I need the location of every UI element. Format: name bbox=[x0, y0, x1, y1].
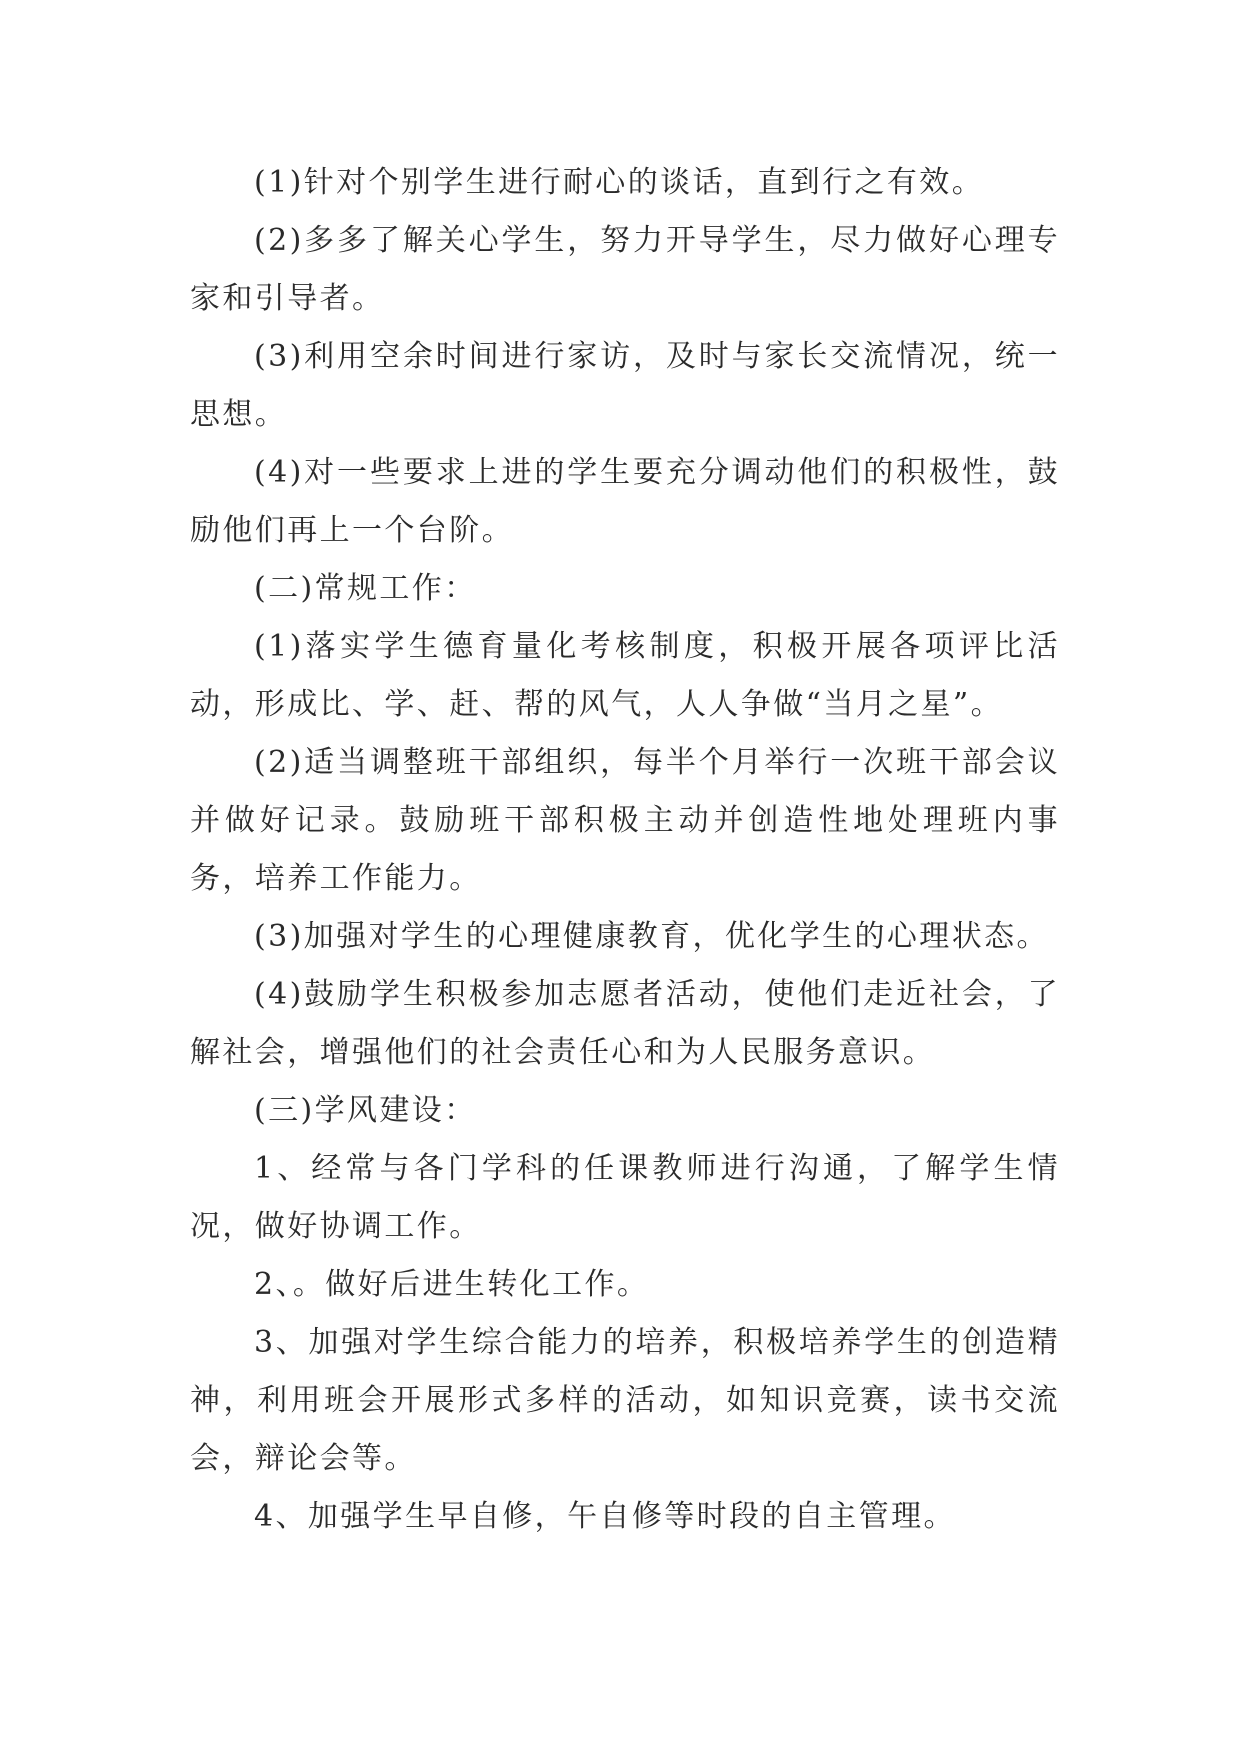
paragraph: 3、加强对学生综合能力的培养，积极培养学生的创造精神，利用班会开展形式多样的活动，如知识竞赛，读书交流会，辩论会等。 bbox=[190, 1325, 1060, 1476]
paragraph: (4)鼓励学生积极参加志愿者活动，使他们走近社会，了解社会，增强他们的社会责任心和为人民服务意识。 bbox=[190, 977, 1060, 1070]
section-heading: (二)常规工作： bbox=[254, 571, 477, 606]
paragraph: (2)多多了解关心学生，努力开导学生，尽力做好心理专家和引导者。 bbox=[190, 223, 1060, 316]
document-body bbox=[190, 154, 1060, 1546]
paragraph: (1)针对个别学生进行耐心的谈话，直到行之有效。 bbox=[254, 165, 985, 200]
paragraph: 1、经常与各门学科的任课教师进行沟通，了解学生情况，做好协调工作。 bbox=[190, 1151, 1060, 1244]
paragraph: (4)对一些要求上进的学生要充分调动他们的积极性，鼓励他们再上一个台阶。 bbox=[190, 455, 1060, 548]
paragraph: (3)加强对学生的心理健康教育，优化学生的心理状态。 bbox=[254, 919, 1049, 954]
paragraph: 4、加强学生早自修，午自修等时段的自主管理。 bbox=[254, 1499, 956, 1534]
paragraph: (2)适当调整班干部组织，每半个月举行一次班干部会议并做好记录。鼓励班干部积极主动并创造性地处理班内事务，培养工作能力。 bbox=[190, 745, 1060, 896]
paragraph: (3)利用空余时间进行家访，及时与家长交流情况，统一思想。 bbox=[190, 339, 1060, 432]
paragraph: 2、。做好后进生转化工作。 bbox=[254, 1267, 650, 1302]
section-heading: (三)学风建设： bbox=[254, 1093, 477, 1128]
paragraph: (1)落实学生德育量化考核制度，积极开展各项评比活动，形成比、学、赶、帮的风气，人人争做“当月之星”。 bbox=[190, 629, 1060, 722]
